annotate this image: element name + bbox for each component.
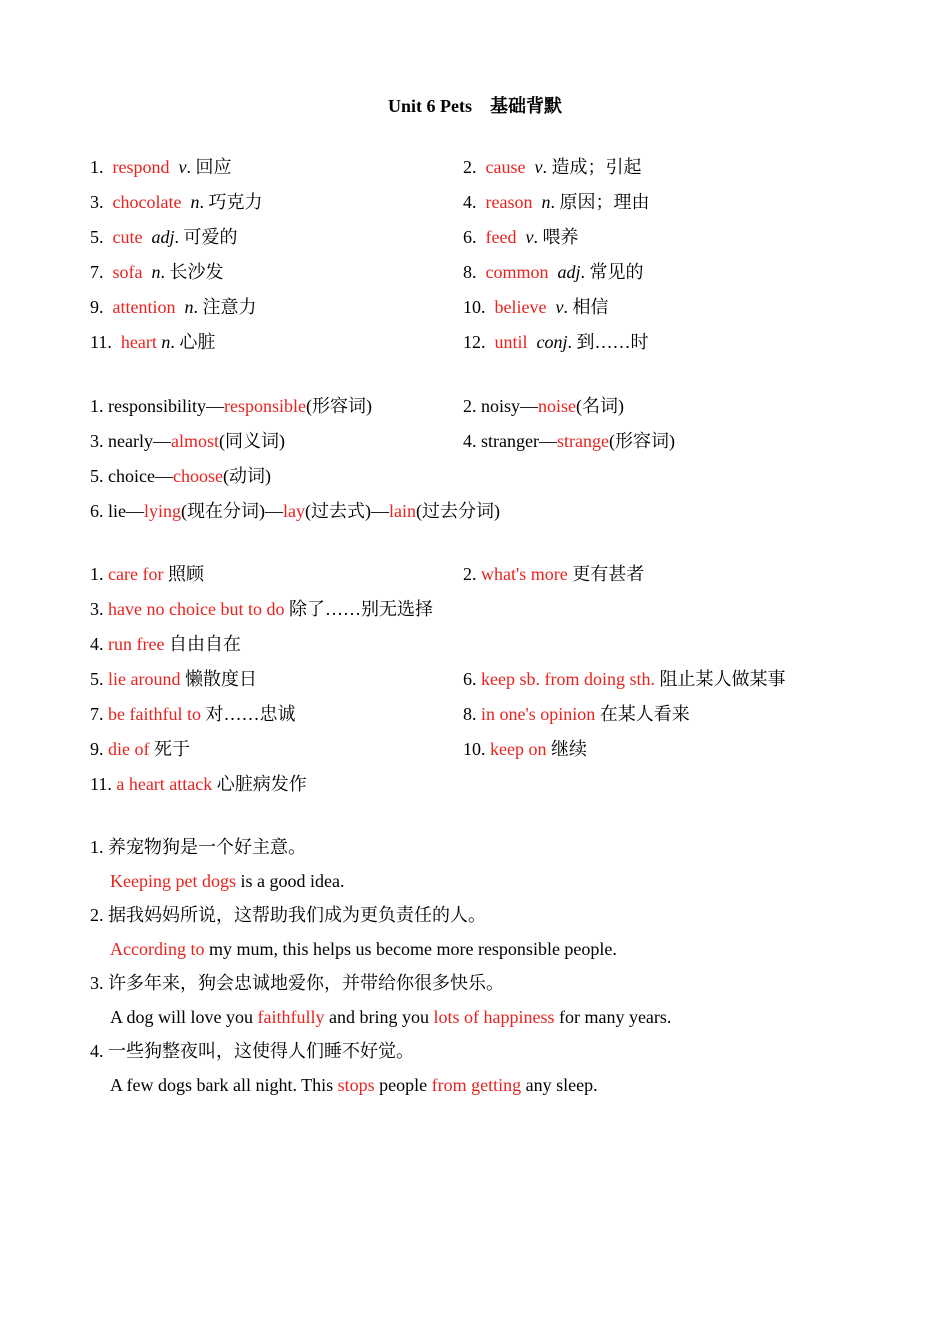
vocab-word: feed bbox=[485, 227, 517, 247]
phrase-answer: keep sb. from doing sth. bbox=[481, 669, 655, 689]
vocab-word: cute bbox=[112, 227, 143, 247]
form-item: 2. noisy—noise(名词) bbox=[463, 396, 625, 416]
phrase-item: 6. keep sb. from doing sth. 阻止某人做某事 bbox=[463, 669, 786, 689]
page-title: Unit 6 Pets 基础背默 bbox=[388, 96, 562, 116]
vocab-word: heart bbox=[120, 332, 157, 352]
form-item: 5. choice—choose(动词) bbox=[90, 466, 271, 486]
vocab-item: 2. cause v. 造成；引起 bbox=[463, 157, 642, 177]
sentence-prompt: 3. 许多年来，狗会忠诚地爱你，并带给你很多快乐。 bbox=[90, 973, 504, 993]
vocab-word: reason bbox=[485, 192, 533, 212]
sentence-answer: A dog will love you faithfully and bring you lots of happiness for many years. bbox=[110, 1007, 672, 1027]
form-item: 1. responsibility—responsible(形容词) bbox=[90, 396, 372, 416]
form-item: 3. nearly—almost(同义词) bbox=[90, 431, 285, 451]
form-answer: lying bbox=[144, 501, 182, 521]
vocab-item: 9. attention n. 注意力 bbox=[90, 297, 257, 317]
vocab-item: 8. common adj. 常见的 bbox=[463, 262, 644, 282]
vocab-item: 10. believe v. 相信 bbox=[463, 297, 609, 317]
form-answer: lay bbox=[283, 501, 306, 521]
phrase-item: 11. a heart attack 心脏病发作 bbox=[90, 774, 307, 794]
vocab-word: believe bbox=[494, 297, 547, 317]
form-item: 6. lie—lying(现在分词)—lay(过去式)—lain(过去分词) bbox=[90, 501, 501, 521]
phrase-answer: have no choice but to do bbox=[108, 599, 285, 619]
vocab-item: 7. sofa n. 长沙发 bbox=[90, 262, 224, 282]
form-answer: responsible bbox=[224, 396, 306, 416]
phrase-item: 1. care for 照顾 bbox=[90, 564, 204, 584]
phrase-answer: a heart attack bbox=[116, 774, 213, 794]
vocab-item: 12. until conj. 到……时 bbox=[463, 332, 649, 352]
form-answer: choose bbox=[172, 466, 223, 486]
phrase-answer: be faithful to bbox=[108, 704, 201, 724]
form-answer: lain bbox=[389, 501, 417, 521]
phrase-item: 3. have no choice but to do 除了……别无选择 bbox=[90, 599, 433, 619]
phrase-answer: lie around bbox=[108, 669, 181, 689]
sentence-answer: A few dogs bark all night. This stops people from getting any sleep. bbox=[110, 1075, 598, 1095]
phrase-answer: in one's opinion bbox=[481, 704, 596, 724]
sentence-answer: Keeping pet dogs is a good idea. bbox=[110, 871, 345, 891]
vocab-word: until bbox=[494, 332, 528, 352]
sentence-prompt: 2. 据我妈妈所说，这帮助我们成为更负责任的人。 bbox=[90, 905, 486, 925]
vocab-word: common bbox=[485, 262, 549, 282]
form-item: 4. stranger—strange(形容词) bbox=[463, 431, 675, 451]
vocab-item: 3. chocolate n. 巧克力 bbox=[90, 192, 263, 212]
vocab-item: 6. feed v. 喂养 bbox=[463, 227, 579, 247]
vocab-word: sofa bbox=[112, 262, 143, 282]
sentence-prompt: 4. 一些狗整夜叫，这使得人们睡不好觉。 bbox=[90, 1041, 414, 1061]
sentence-prompt: 1. 养宠物狗是一个好主意。 bbox=[90, 837, 306, 857]
phrase-item: 9. die of 死于 bbox=[90, 739, 190, 759]
phrase-item: 4. run free 自由自在 bbox=[90, 634, 241, 654]
phrase-item: 10. keep on 继续 bbox=[463, 739, 587, 759]
form-answer: strange bbox=[556, 431, 609, 451]
phrase-answer: die of bbox=[108, 739, 150, 759]
phrase-item: 8. in one's opinion 在某人看来 bbox=[463, 704, 690, 724]
vocab-item: 1. respond v. 回应 bbox=[90, 157, 232, 177]
sentence-answer: According to my mum, this helps us become more responsible people. bbox=[110, 939, 617, 959]
phrase-answer: keep on bbox=[490, 739, 547, 759]
phrase-item: 2. what's more 更有甚者 bbox=[463, 564, 645, 584]
phrase-answer: care for bbox=[108, 564, 164, 584]
vocab-word: chocolate bbox=[112, 192, 182, 212]
form-answer: noise bbox=[538, 396, 577, 416]
phrase-answer: what's more bbox=[481, 564, 568, 584]
phrase-answer: run free bbox=[108, 634, 165, 654]
vocab-item: 4. reason n. 原因；理由 bbox=[463, 192, 650, 212]
vocab-item: 5. cute adj. 可爱的 bbox=[90, 227, 238, 247]
form-answer: almost bbox=[170, 431, 219, 451]
vocab-word: respond bbox=[112, 157, 170, 177]
phrase-item: 7. be faithful to 对……忠诚 bbox=[90, 704, 296, 724]
vocab-item: 11. heart n. 心脏 bbox=[90, 332, 216, 352]
phrase-item: 5. lie around 懒散度日 bbox=[90, 669, 257, 689]
vocab-word: attention bbox=[112, 297, 176, 317]
vocab-word: cause bbox=[485, 157, 526, 177]
